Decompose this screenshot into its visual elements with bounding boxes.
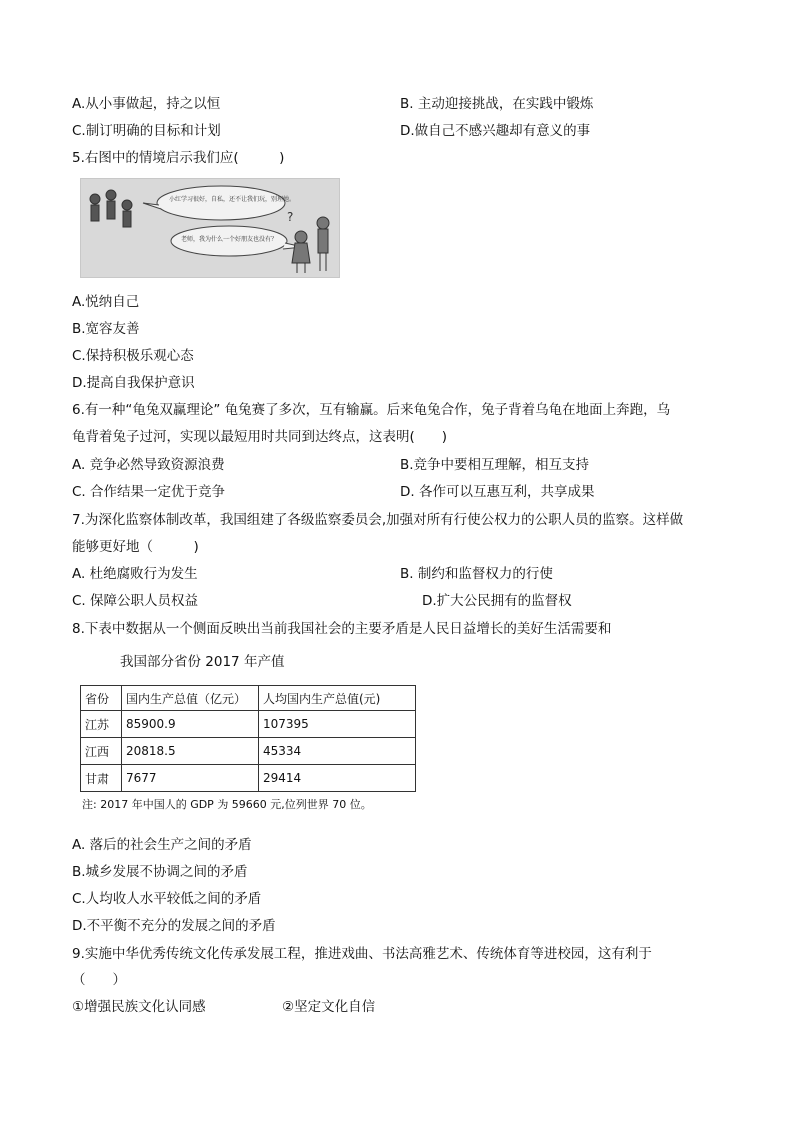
header-gdp-per-capita: 人均国内生产总值(元) bbox=[259, 686, 416, 711]
q5-option-b: B.宽容友善 bbox=[72, 321, 140, 337]
bubble-2-text: 老师，我为什么一个好朋友也没有？ bbox=[181, 236, 278, 243]
q8-option-b: B.城乡发展不协调之间的矛盾 bbox=[72, 864, 248, 880]
cell-province: 甘肃 bbox=[81, 765, 122, 792]
q8-option-a: A. 落后的社会生产之间的矛盾 bbox=[72, 837, 252, 853]
q6-option-b: B.竞争中要相互理解，相互支持 bbox=[400, 457, 590, 473]
q5-option-c: C.保持积极乐观心态 bbox=[72, 348, 194, 364]
cell-gdp-per-capita: 29414 bbox=[259, 765, 416, 792]
table-note: 注: 2017 年中国人的 GDP 为 59660 元,位列世界 70 位。 bbox=[82, 798, 372, 811]
q4-option-b: B. 主动迎接挑战，在实践中锻炼 bbox=[400, 96, 594, 112]
q6-option-d: D. 各作可以互惠互利，共享成果 bbox=[400, 484, 595, 500]
q7-option-a: A. 杜绝腐败行为发生 bbox=[72, 566, 198, 582]
q4-option-d: D.做自己不感兴趣却有意义的事 bbox=[400, 123, 591, 139]
q6-option-c: C. 合作结果一定优于竞争 bbox=[72, 484, 226, 500]
cell-gdp-per-capita: 107395 bbox=[259, 711, 416, 738]
q7-stem-line1: 7.为深化监察体制改革，我国组建了各级监察委员会,加强对所有行使公权力的公职人员的监察。这样做 bbox=[72, 512, 684, 528]
q7-option-d: D.扩大公民拥有的监督权 bbox=[422, 593, 572, 609]
q8-stem: 8.下表中数据从一个侧面反映出当前我国社会的主要矛盾是人民日益增长的美好生活需要和 bbox=[72, 621, 612, 637]
q7-option-b: B. 制约和监督权力的行使 bbox=[400, 566, 553, 582]
q5-option-d: D.提高自我保护意识 bbox=[72, 375, 195, 391]
svg-text:?: ? bbox=[287, 210, 294, 224]
q8-option-c: C.人均收人水平较低之间的矛盾 bbox=[72, 891, 262, 907]
table-title: 我国部分省份 2017 年产值 bbox=[120, 654, 285, 670]
cell-province: 江西 bbox=[81, 738, 122, 765]
header-gdp: 国内生产总值（亿元） bbox=[122, 686, 259, 711]
q9-stem-line2: （ ） bbox=[72, 972, 126, 988]
table-header-row bbox=[81, 686, 416, 711]
cell-gdp-per-capita: 45334 bbox=[259, 738, 416, 765]
cell-gdp: 7677 bbox=[122, 765, 259, 792]
bubble-1-text: 小红学习很好，自私，还不让我们玩，别理她。 bbox=[169, 196, 296, 203]
header-province: 省份 bbox=[81, 686, 122, 711]
gdp-table bbox=[80, 685, 416, 792]
table-row bbox=[81, 711, 416, 738]
q7-stem-line2: 能够更好地（ ) bbox=[72, 539, 199, 555]
q6-stem-line2: 龟背着兔子过河，实现以最短用时共同到达终点，这表明( ) bbox=[72, 429, 448, 445]
q9-statement-2: ②坚定文化自信 bbox=[282, 999, 376, 1015]
cartoon-illustration bbox=[80, 178, 340, 278]
table-row bbox=[81, 738, 416, 765]
q6-option-a: A. 竞争必然导致资源浪费 bbox=[72, 457, 225, 473]
q4-option-a: A.从小事做起，持之以恒 bbox=[72, 96, 221, 112]
q5-option-a: A.悦纳自己 bbox=[72, 294, 140, 310]
q6-stem-line1: 6.有一种“龟兔双赢理论” 龟兔赛了多次，互有输赢。后来龟兔合作，兔子背着乌龟在地面上奔跑，乌 bbox=[72, 402, 671, 418]
table-row bbox=[81, 765, 416, 792]
q7-option-c: C. 保障公职人员权益 bbox=[72, 593, 199, 609]
q9-statement-1: ①增强民族文化认同感 bbox=[72, 999, 206, 1015]
q9-stem-line1: 9.实施中华优秀传统文化传承发展工程，推进戏曲、书法高雅艺术、传统体育等进校园，这有利于 bbox=[72, 946, 652, 962]
cell-gdp: 20818.5 bbox=[122, 738, 259, 765]
q5-stem: 5.右图中的情境启示我们应( ) bbox=[72, 150, 285, 166]
q4-option-c: C.制订明确的目标和计划 bbox=[72, 123, 221, 139]
cell-gdp: 85900.9 bbox=[122, 711, 259, 738]
q8-option-d: D.不平衡不充分的发展之间的矛盾 bbox=[72, 918, 276, 934]
cell-province: 江苏 bbox=[81, 711, 122, 738]
